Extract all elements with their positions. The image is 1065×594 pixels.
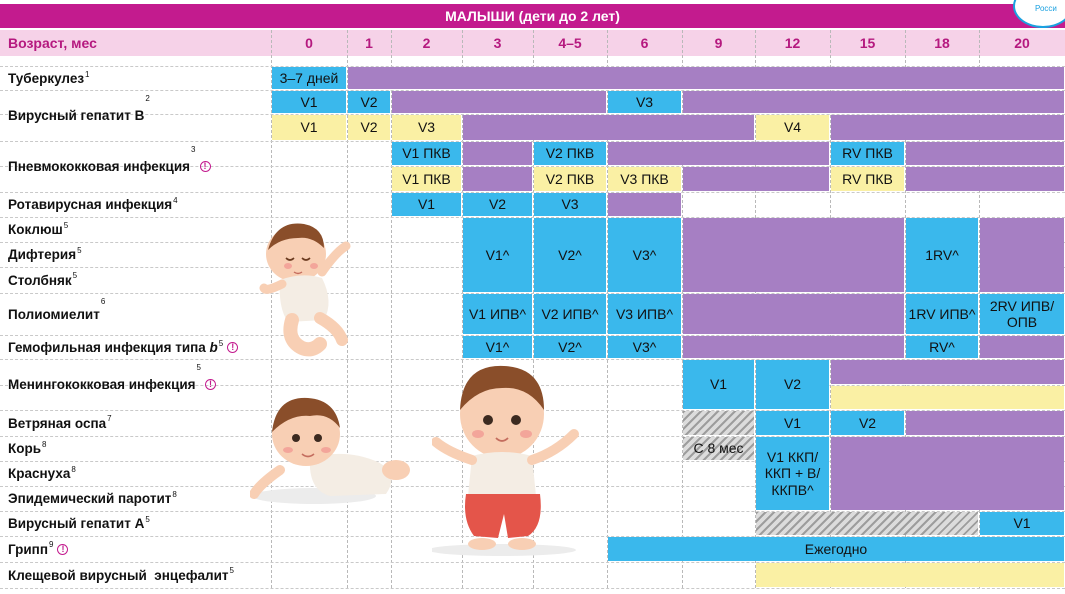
schedule-cell	[980, 218, 1064, 292]
disease-name-italic: b	[209, 339, 218, 355]
schedule-cell	[906, 218, 978, 292]
header-age-10: 20	[979, 30, 1065, 56]
disease-name: Менингококковая инфекция	[8, 377, 196, 392]
footnote-marker: 1	[85, 70, 90, 79]
cell-label: V2 ПКВ	[545, 170, 595, 187]
footnote-marker: 8	[42, 440, 47, 449]
schedule-cell	[906, 294, 978, 334]
cell-label: Ежегодно	[804, 540, 868, 557]
cell-label: V3	[561, 196, 579, 213]
disease-name: Грипп	[8, 541, 48, 557]
schedule-cell	[980, 294, 1064, 334]
footnote-marker: 4	[173, 196, 178, 205]
schedule-cell	[683, 294, 904, 334]
cell-label: V3^	[632, 246, 657, 263]
schedule-cell	[608, 167, 681, 191]
footnote-marker: 7	[107, 414, 112, 423]
schedule-cell	[831, 411, 904, 435]
schedule-cell	[980, 336, 1064, 358]
schedule-cell	[756, 563, 1064, 587]
row-label	[8, 511, 150, 536]
schedule-cell	[463, 167, 532, 191]
schedule-cell	[756, 360, 829, 409]
schedule-cell	[683, 360, 754, 409]
cell-label: V3	[417, 119, 436, 136]
crawling-baby-illustration	[250, 378, 410, 508]
row-label	[8, 359, 216, 410]
schedule-cell	[392, 115, 461, 140]
row-label	[8, 242, 82, 267]
disease-name: Корь	[8, 441, 42, 456]
schedule-cell	[831, 386, 1064, 409]
cell-label: V1^	[485, 338, 510, 355]
cell-label: V2 ПКВ	[545, 145, 595, 162]
schedule-cell	[683, 167, 829, 191]
schedule-cell	[683, 411, 754, 435]
cell-label: V1 ИПВ^	[468, 305, 527, 322]
schedule-cell	[831, 142, 904, 165]
disease-name: Полиомиелит	[8, 306, 100, 322]
cell-label: V2	[360, 93, 378, 110]
disease-name: Клещевой вирусный энцефалит	[8, 567, 229, 583]
header-age-8: 15	[830, 30, 905, 56]
schedule-cell	[756, 115, 829, 140]
cell-label: V2	[783, 376, 802, 393]
schedule-cell	[683, 218, 904, 292]
schedule-cell	[463, 115, 754, 140]
cell-label: RV^	[929, 338, 955, 355]
schedule-cell	[906, 167, 1064, 191]
footnote-marker: 9	[49, 540, 54, 549]
schedule-cell	[534, 336, 606, 358]
schedule-cell	[272, 67, 346, 89]
schedule-cell	[756, 512, 978, 535]
cell-label: V1 ПКВ	[402, 145, 451, 162]
schedule-cell	[756, 437, 829, 510]
header-age-9: 18	[905, 30, 979, 56]
schedule-cell	[348, 91, 390, 113]
disease-name: Гемофильная инфекция типа	[8, 339, 210, 355]
schedule-cell	[906, 411, 1064, 435]
banner-title: МАЛЫШИ (дети до 2 лет)	[445, 8, 620, 24]
schedule-cell	[392, 193, 461, 216]
row-label	[8, 66, 90, 90]
disease-name: Коклюш	[8, 222, 63, 237]
disease-name: Туберкулез	[8, 70, 85, 86]
row-label	[8, 536, 68, 562]
schedule-cell	[980, 512, 1064, 535]
schedule-cell	[392, 142, 461, 165]
disease-name: Столбняк	[8, 272, 72, 288]
schedule-cell	[608, 336, 681, 358]
header-age-6: 9	[682, 30, 755, 56]
footnote-marker: 5	[145, 515, 150, 524]
schedule-banner	[0, 4, 1065, 28]
footnote-marker: 5	[218, 339, 224, 348]
schedule-cell	[608, 537, 1064, 561]
row-label	[8, 192, 178, 217]
header-age-4: 4–5	[533, 30, 607, 56]
info-icon[interactable]: !	[57, 544, 68, 555]
header-age-5: 6	[607, 30, 682, 56]
footnote-marker: 5	[63, 221, 69, 230]
header-age-2: 2	[391, 30, 462, 56]
cell-label: 3–7 дней	[279, 69, 339, 86]
cell-label: V3 ИПВ^	[615, 305, 674, 322]
footnote-marker: 5	[196, 363, 201, 372]
schedule-cell	[534, 167, 606, 191]
disease-name: Краснуха	[8, 466, 71, 481]
schedule-cell	[608, 294, 681, 334]
schedule-cell	[463, 142, 532, 165]
disease-name: Пневмококковая инфекция	[8, 159, 191, 174]
info-icon[interactable]: !	[205, 379, 216, 390]
cell-label: 2RV ИПВ/ОПВ	[989, 297, 1055, 330]
schedule-cell	[348, 115, 390, 140]
schedule-cell	[683, 91, 1064, 113]
schedule-cell	[608, 142, 829, 165]
schedule-cell	[272, 91, 346, 113]
schedule-cell	[463, 218, 532, 292]
cell-label: V1	[300, 119, 318, 136]
row-label	[8, 486, 177, 511]
cell-label: V2	[488, 196, 507, 213]
footnote-marker: 6	[100, 297, 106, 306]
cell-label: V2	[858, 414, 877, 431]
header-age-0: 0	[271, 30, 347, 56]
schedule-cell	[608, 218, 681, 292]
footnote-marker: 3	[191, 145, 196, 154]
walking-baby-illustration	[432, 356, 582, 558]
schedule-cell	[272, 115, 346, 140]
info-icon[interactable]: !	[227, 342, 238, 353]
row-label	[8, 461, 76, 486]
cell-label: V1^	[485, 246, 510, 263]
disease-name: Дифтерия	[8, 247, 77, 262]
cell-label: V4	[783, 119, 802, 136]
schedule-cell	[831, 360, 1064, 384]
schedule-cell	[534, 193, 606, 216]
cell-label: 1RV^	[925, 246, 959, 263]
schedule-cell	[831, 115, 1064, 140]
cell-label: V3^	[632, 338, 657, 355]
cell-label: V3 ПКВ	[620, 170, 669, 187]
info-icon[interactable]: !	[200, 161, 211, 172]
row-label	[8, 562, 234, 588]
row-label	[8, 141, 211, 192]
footnote-marker: 5	[229, 566, 234, 575]
schedule-cell	[608, 193, 681, 216]
header-age-label: Возраст, мес	[0, 30, 271, 56]
cell-label: V2 ИПВ^	[541, 305, 599, 322]
schedule-cell	[534, 218, 606, 292]
cell-label: V1	[1013, 515, 1031, 532]
logo-text: Росси	[1035, 4, 1057, 13]
footnote-marker: 5	[77, 246, 82, 255]
footnote-marker: 8	[71, 465, 76, 474]
row-label	[8, 436, 47, 461]
cell-label: V1	[783, 414, 802, 431]
schedule-cell	[831, 167, 904, 191]
schedule-cell	[463, 336, 532, 358]
disease-name: Ветряная оспа	[8, 415, 107, 431]
schedule-cell	[392, 91, 606, 113]
disease-name: Эпидемический паротит	[8, 491, 172, 506]
cell-label: V2	[360, 119, 378, 136]
schedule-cell	[683, 336, 904, 358]
row-divider	[0, 588, 1065, 589]
header-age-3: 3	[462, 30, 533, 56]
sleeping-baby-illustration	[258, 212, 356, 360]
cell-label: V2^	[558, 246, 582, 263]
schedule-cell	[683, 437, 754, 460]
schedule-cell	[534, 142, 606, 165]
cell-label: V1	[417, 196, 436, 213]
schedule-cell	[463, 193, 532, 216]
footnote-marker: 2	[145, 94, 150, 103]
row-label	[8, 335, 238, 359]
schedule-cell	[756, 411, 829, 435]
cell-label: 1RV ИПВ^	[908, 305, 976, 322]
cell-label: V3	[635, 93, 654, 110]
cell-label: RV ПКВ	[842, 145, 893, 162]
row-label	[8, 410, 112, 436]
disease-name: Ротавирусная инфекция	[8, 197, 173, 212]
schedule-cell	[348, 67, 1064, 89]
cell-label: V1	[300, 93, 318, 110]
row-label	[8, 90, 150, 141]
row-label	[8, 267, 77, 293]
schedule-cell	[534, 294, 606, 334]
footnote-marker: 5	[72, 271, 78, 280]
schedule-cell	[906, 336, 978, 358]
row-label	[8, 293, 105, 335]
row-label	[8, 217, 68, 242]
schedule-cell	[392, 167, 461, 191]
schedule-cell	[608, 91, 681, 113]
cell-label: С 8 мес	[693, 440, 744, 457]
disease-name: Вирусный гепатит А	[8, 516, 145, 531]
cell-label: V2^	[558, 338, 582, 355]
cell-label: V1 ККП/ ККП + В/ ККПВ^	[764, 449, 821, 498]
cell-label: RV ПКВ	[842, 170, 893, 187]
schedule-cell	[906, 142, 1064, 165]
schedule-cell	[463, 294, 532, 334]
disease-name: Вирусный гепатит B	[8, 108, 145, 123]
footnote-marker: 8	[172, 490, 177, 499]
header-age-7: 12	[755, 30, 830, 56]
cell-label: V1	[709, 376, 728, 393]
header-age-1: 1	[347, 30, 391, 56]
schedule-cell	[831, 437, 1064, 510]
cell-label: V1 ПКВ	[402, 170, 451, 187]
